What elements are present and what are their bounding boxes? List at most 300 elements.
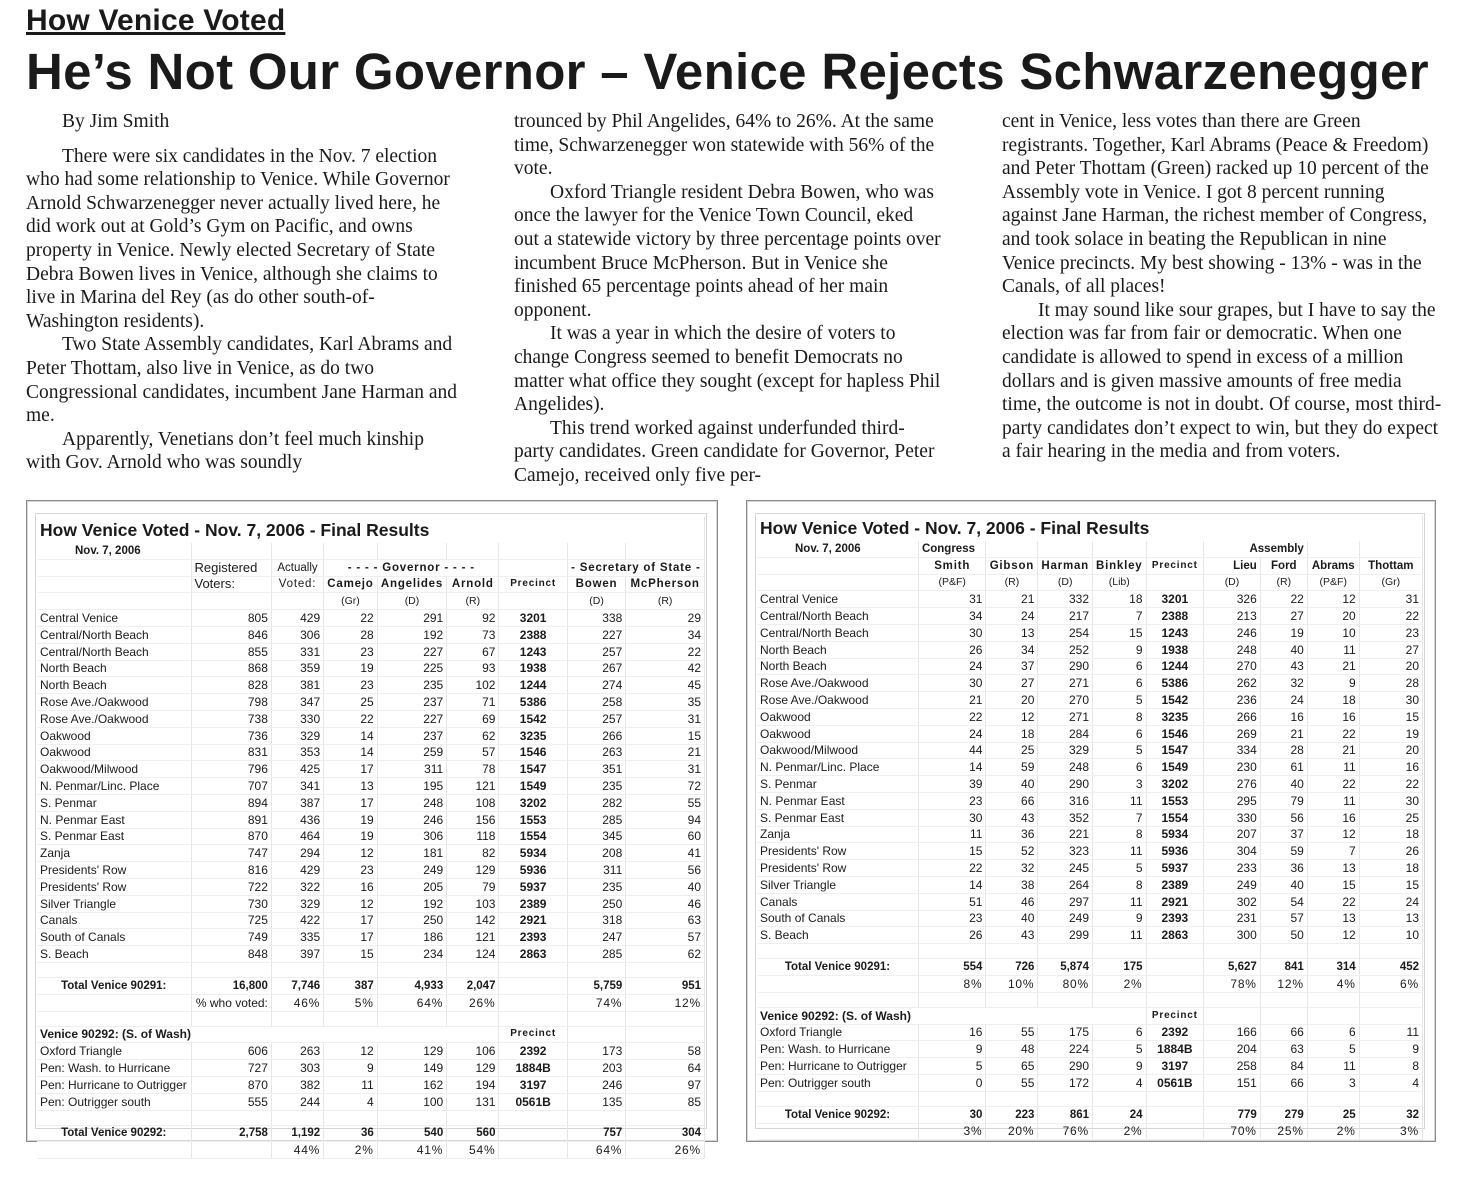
precinct-name: North Beach: [37, 677, 191, 694]
vote-count: 12: [324, 845, 378, 862]
vote-count: 64: [626, 1060, 705, 1077]
vote-count: 22: [324, 710, 378, 727]
vote-count: 39: [918, 776, 985, 793]
percent-value: 5%: [324, 994, 378, 1011]
vote-count: 227: [567, 626, 625, 643]
vote-count: 353: [271, 744, 323, 761]
vote-count: 13: [1307, 910, 1359, 927]
vote-count: 24: [918, 658, 985, 675]
bowen-header: Bowen: [567, 576, 625, 593]
percent-value: 46%: [271, 994, 323, 1011]
vote-count: 290: [1038, 658, 1093, 675]
voters-header: Voters:: [191, 576, 271, 593]
vote-count: 329: [271, 727, 323, 744]
precinct-number: 1553: [1146, 792, 1204, 809]
vote-count: 235: [377, 677, 446, 694]
precinct-number: 1549: [1146, 759, 1204, 776]
vote-count: 338: [567, 610, 625, 627]
percent-label: % who voted:: [191, 994, 271, 1011]
vote-count: 40: [626, 878, 705, 895]
vote-count: 249: [1038, 910, 1093, 927]
vote-count: 248: [1038, 759, 1093, 776]
vote-count: 12: [986, 708, 1038, 725]
vote-count: 213: [1204, 608, 1261, 625]
precinct-number: 1549: [499, 778, 567, 795]
vote-count: 52: [986, 843, 1038, 860]
precinct-header: Precinct: [1146, 557, 1204, 574]
thottam-header: Thottam: [1359, 557, 1422, 574]
total-value: 452: [1359, 959, 1422, 976]
vote-count: 22: [1307, 893, 1359, 910]
vote-count: 192: [377, 895, 446, 912]
precinct-number: 3201: [499, 610, 567, 627]
vote-count: 129: [447, 1060, 499, 1077]
vote-count: 129: [377, 1043, 446, 1060]
vote-count: 224: [1038, 1041, 1093, 1058]
vote-count: 24: [918, 725, 985, 742]
table-row: [757, 608, 1423, 625]
vote-count: 233: [1204, 860, 1261, 877]
percent-row: [757, 1123, 1423, 1140]
percent-value: 44%: [271, 1142, 323, 1159]
vote-count: 387: [271, 794, 323, 811]
vote-count: 248: [1204, 641, 1261, 658]
vote-count: 203: [567, 1060, 625, 1077]
vote-count: 429: [271, 862, 323, 879]
results-panel-legislative: [746, 500, 1436, 1142]
vote-count: 15: [1093, 624, 1147, 641]
table-row: [37, 761, 705, 778]
vote-count: 8: [1093, 826, 1147, 843]
total-row: [757, 959, 1423, 976]
total-label: Total Venice 90291:: [757, 959, 918, 976]
vote-count: 26: [1359, 843, 1422, 860]
precinct-name: Presidents' Row: [37, 878, 191, 895]
vote-count: 335: [271, 929, 323, 946]
table-row: [757, 675, 1423, 692]
vote-count: 855: [191, 643, 271, 660]
party-label: (D): [377, 593, 446, 610]
vote-count: 19: [324, 660, 378, 677]
vote-count: 31: [1359, 591, 1422, 608]
vote-count: 295: [1204, 792, 1261, 809]
vote-count: 271: [1038, 708, 1093, 725]
sos-header: - Secretary of State -: [567, 559, 704, 576]
precinct-number: 2388: [499, 626, 567, 643]
percent-value: 12%: [626, 994, 705, 1011]
vote-count: 18: [986, 725, 1038, 742]
vote-count: 56: [626, 862, 705, 879]
table-row: [757, 876, 1423, 893]
vote-count: 250: [567, 895, 625, 912]
vote-count: 5: [918, 1058, 985, 1075]
precinct-name: Oakwood: [37, 744, 191, 761]
vote-count: 227: [377, 643, 446, 660]
paragraph: It was a year in which the desire of voters to change Congress seemed to benefit Democrats no matter what office they sought (except for hapless Phil Angelides).: [514, 323, 941, 416]
percent-value: 76%: [1038, 1123, 1093, 1140]
total-label: Total Venice 90292:: [37, 1125, 191, 1142]
vote-count: 59: [1260, 843, 1307, 860]
vote-count: 14: [324, 727, 378, 744]
table-row: [37, 794, 705, 811]
vote-count: 78: [447, 761, 499, 778]
camejo-header: Camejo: [324, 576, 378, 593]
vote-count: 9: [918, 1041, 985, 1058]
vote-count: 730: [191, 895, 271, 912]
vote-count: 51: [918, 893, 985, 910]
precinct-number: 1547: [499, 761, 567, 778]
vote-count: 30: [918, 809, 985, 826]
vote-count: 334: [1204, 742, 1261, 759]
vote-count: 9: [1307, 675, 1359, 692]
table-row: [757, 742, 1423, 759]
precinct-number: 1244: [1146, 658, 1204, 675]
table-row: [37, 660, 705, 677]
vote-count: 28: [1260, 742, 1307, 759]
vote-count: 722: [191, 878, 271, 895]
total-value: 304: [626, 1125, 705, 1142]
table-row: [757, 591, 1423, 608]
vote-count: 322: [271, 878, 323, 895]
vote-count: 257: [567, 643, 625, 660]
congress-header: Congress: [918, 541, 985, 557]
vote-count: 20: [986, 692, 1038, 709]
vote-count: 11: [1093, 893, 1147, 910]
vote-count: 248: [377, 794, 446, 811]
precinct-number: 1554: [499, 828, 567, 845]
precinct-number: 2863: [1146, 927, 1204, 944]
article-column-1: [26, 110, 460, 475]
vote-count: 36: [986, 826, 1038, 843]
vote-count: 55: [986, 1074, 1038, 1091]
vote-count: 204: [1204, 1041, 1261, 1058]
vote-count: 269: [1204, 725, 1261, 742]
total-value: 7,746: [271, 977, 323, 994]
vote-count: 12: [324, 1043, 378, 1060]
ford-header: Ford: [1260, 557, 1307, 574]
vote-count: 24: [1359, 893, 1422, 910]
vote-count: 351: [567, 761, 625, 778]
percent-value: 3%: [918, 1123, 985, 1140]
vote-count: 23: [324, 677, 378, 694]
precinct-header: Precinct: [1146, 1007, 1204, 1024]
table-row: [37, 1076, 705, 1093]
vote-count: 25: [1359, 809, 1422, 826]
paragraph: Apparently, Venetians don’t feel much kinship with Gov. Arnold who was soundly: [26, 428, 424, 474]
total-blank: [1146, 959, 1204, 976]
party-label: (D): [567, 593, 625, 610]
vote-count: 258: [567, 694, 625, 711]
vote-count: 82: [447, 845, 499, 862]
vote-count: 9: [1359, 1041, 1422, 1058]
precinct-number: 5386: [1146, 675, 1204, 692]
percent-value: 10%: [986, 975, 1038, 992]
precinct-name: Central Venice: [37, 610, 191, 627]
table-row: [37, 862, 705, 879]
vote-count: 23: [918, 910, 985, 927]
percent-value: 8%: [918, 975, 985, 992]
vote-count: 285: [567, 811, 625, 828]
vote-count: 11: [324, 1076, 378, 1093]
vote-count: 41: [626, 845, 705, 862]
vote-count: 263: [567, 744, 625, 761]
vote-count: 40: [986, 910, 1038, 927]
percent-value: 2%: [324, 1142, 378, 1159]
precinct-number: 1938: [499, 660, 567, 677]
precinct-number: 3201: [1146, 591, 1204, 608]
vote-count: 11: [1093, 927, 1147, 944]
total-blank: [499, 977, 567, 994]
table-row: [757, 792, 1423, 809]
vote-count: 19: [324, 828, 378, 845]
percent-value: 64%: [377, 994, 446, 1011]
vote-count: 79: [447, 878, 499, 895]
precinct-name: Rose Ave./Oakwood: [757, 675, 918, 692]
vote-count: 46: [986, 893, 1038, 910]
table-row: [37, 626, 705, 643]
vote-count: 26: [918, 641, 985, 658]
vote-count: 35: [626, 694, 705, 711]
vote-count: 290: [1038, 1058, 1093, 1075]
results-table-governor: [37, 517, 705, 1159]
vote-count: 62: [626, 946, 705, 963]
headline: He’s Not Our Governor – Venice Rejects Schwarzenegger: [26, 43, 1429, 100]
precinct-number: 3202: [1146, 776, 1204, 793]
vote-count: 381: [271, 677, 323, 694]
table-row: [757, 641, 1423, 658]
percent-row: [37, 1142, 705, 1159]
precinct-name: N. Penmar/Linc. Place: [757, 759, 918, 776]
precinct-name: Rose Ave./Oakwood: [757, 692, 918, 709]
percent-value: 2%: [1093, 975, 1147, 992]
vote-count: 7: [1093, 809, 1147, 826]
vote-count: 102: [447, 677, 499, 694]
vote-count: 21: [1307, 658, 1359, 675]
vote-count: 9: [1093, 910, 1147, 927]
vote-count: 54: [1260, 893, 1307, 910]
party-label: (R): [1260, 574, 1307, 591]
vote-count: 103: [447, 895, 499, 912]
table-row: [37, 811, 705, 828]
vote-count: 17: [324, 929, 378, 946]
table-date: Nov. 7, 2006: [37, 543, 191, 559]
vote-count: 347: [271, 694, 323, 711]
vote-count: 257: [567, 710, 625, 727]
table-row: [37, 1060, 705, 1077]
vote-count: 22: [918, 860, 985, 877]
vote-count: 31: [626, 710, 705, 727]
percent-value: 64%: [567, 1142, 625, 1159]
vote-count: 6: [1307, 1024, 1359, 1041]
precinct-name: Central/North Beach: [757, 608, 918, 625]
vote-count: 56: [1260, 809, 1307, 826]
precinct-number: 1546: [1146, 725, 1204, 742]
total-value: 24: [1093, 1106, 1147, 1123]
percent-value: 6%: [1359, 975, 1422, 992]
vote-count: 217: [1038, 608, 1093, 625]
vote-count: 22: [1307, 725, 1359, 742]
vote-count: 6: [1093, 675, 1147, 692]
precinct-number: 1243: [499, 643, 567, 660]
vote-count: 172: [1038, 1074, 1093, 1091]
table-row: [37, 1093, 705, 1110]
vote-count: 870: [191, 828, 271, 845]
vote-count: 57: [1260, 910, 1307, 927]
precinct-name: North Beach: [757, 658, 918, 675]
kicker: How Venice Voted: [26, 4, 286, 37]
vote-count: 66: [1260, 1024, 1307, 1041]
vote-count: 231: [1204, 910, 1261, 927]
vote-count: 290: [1038, 776, 1093, 793]
vote-count: 100: [377, 1093, 446, 1110]
paragraph: cent in Venice, less votes than there are Green registrants. Together, Karl Abrams (Peace & Freedom) and Peter Thottam (Green) racked up 10 percent of the Assembly vote in Venice. I got 8 percent running against Jane Harman, the richest member of Congress, and took solace in beating the Republican in nine Venice precincts. My best showing - 13% - was in the Canals, of all places!: [1002, 111, 1429, 298]
precinct-name: S. Beach: [37, 946, 191, 963]
vote-count: 9: [324, 1060, 378, 1077]
vote-count: 816: [191, 862, 271, 879]
vote-count: 254: [1038, 624, 1093, 641]
vote-count: 18: [1093, 591, 1147, 608]
total-value: 554: [918, 959, 985, 976]
vote-count: 12: [1307, 826, 1359, 843]
vote-count: 71: [447, 694, 499, 711]
results-table-legislative: [757, 515, 1423, 1140]
vote-count: 425: [271, 761, 323, 778]
precinct-name: Pen: Wash. to Hurricane: [37, 1060, 191, 1077]
vote-count: 16: [1307, 809, 1359, 826]
percent-value: 41%: [377, 1142, 446, 1159]
total-value: 779: [1204, 1106, 1261, 1123]
precinct-number: 1884B: [1146, 1041, 1204, 1058]
table-row: [757, 1058, 1423, 1075]
vote-count: 868: [191, 660, 271, 677]
vote-count: 263: [271, 1043, 323, 1060]
vote-count: 131: [447, 1093, 499, 1110]
vote-count: 0: [918, 1074, 985, 1091]
vote-count: 282: [567, 794, 625, 811]
precinct-name: Oxford Triangle: [37, 1043, 191, 1060]
precinct-name: S. Penmar: [757, 776, 918, 793]
vote-count: 27: [1359, 641, 1422, 658]
total-row: [37, 977, 705, 994]
percent-value: 4%: [1307, 975, 1359, 992]
precinct-number: 1546: [499, 744, 567, 761]
total-row: [37, 1125, 705, 1142]
vote-count: 18: [1359, 860, 1422, 877]
vote-count: 43: [986, 927, 1038, 944]
vote-count: 79: [1260, 792, 1307, 809]
vote-count: 227: [377, 710, 446, 727]
precinct-number: 2389: [499, 895, 567, 912]
table-row: [37, 778, 705, 795]
angelides-header: Angelides: [377, 576, 446, 593]
party-label: (R): [626, 593, 705, 610]
vote-count: 246: [1204, 624, 1261, 641]
total-row: [757, 1106, 1423, 1123]
vote-count: 48: [986, 1041, 1038, 1058]
vote-count: 11: [1307, 1058, 1359, 1075]
vote-count: 84: [1260, 1058, 1307, 1075]
vote-count: 725: [191, 912, 271, 929]
vote-count: 12: [1307, 927, 1359, 944]
party-label: (D): [1038, 574, 1093, 591]
total-value: 16,800: [191, 977, 271, 994]
vote-count: 252: [1038, 641, 1093, 658]
precinct-name: N. Penmar/Linc. Place: [37, 778, 191, 795]
vote-count: 25: [986, 742, 1038, 759]
precinct-number: 2921: [1146, 893, 1204, 910]
vote-count: 262: [1204, 675, 1261, 692]
registered-header: Registered: [191, 559, 271, 576]
vote-count: 749: [191, 929, 271, 946]
vote-count: 34: [626, 626, 705, 643]
vote-count: 69: [447, 710, 499, 727]
table-row: [757, 927, 1423, 944]
vote-count: 121: [447, 778, 499, 795]
arnold-header: Arnold: [447, 576, 499, 593]
vote-count: 31: [918, 591, 985, 608]
vote-count: 205: [377, 878, 446, 895]
total-value: 5,759: [567, 977, 625, 994]
vote-count: 97: [626, 1076, 705, 1093]
precinct-name: Silver Triangle: [757, 876, 918, 893]
vote-count: 250: [377, 912, 446, 929]
precinct-number: 1884B: [499, 1060, 567, 1077]
precinct-name: Oakwood: [757, 708, 918, 725]
table-row: [37, 610, 705, 627]
vote-count: 234: [377, 946, 446, 963]
vote-count: 129: [447, 862, 499, 879]
table-row: [757, 843, 1423, 860]
total-value: 5,627: [1204, 959, 1261, 976]
vote-count: 63: [626, 912, 705, 929]
vote-count: 22: [324, 610, 378, 627]
vote-count: 16: [1260, 708, 1307, 725]
precinct-name: South of Canals: [37, 929, 191, 946]
vote-count: 606: [191, 1043, 271, 1060]
vote-count: 436: [271, 811, 323, 828]
vote-count: 6: [1093, 725, 1147, 742]
total-value: 30: [918, 1106, 985, 1123]
vote-count: 22: [1307, 776, 1359, 793]
vote-count: 18: [1307, 692, 1359, 709]
vote-count: 846: [191, 626, 271, 643]
table-title: How Venice Voted - Nov. 7, 2006 - Final Results: [757, 515, 1423, 541]
vote-count: 274: [567, 677, 625, 694]
precinct-name: Oakwood/Milwood: [37, 761, 191, 778]
vote-count: 21: [986, 591, 1038, 608]
party-label: (P&F): [1307, 574, 1359, 591]
vote-count: 235: [567, 878, 625, 895]
vote-count: 194: [447, 1076, 499, 1093]
table-row: [757, 809, 1423, 826]
vote-count: 142: [447, 912, 499, 929]
total-value: 314: [1307, 959, 1359, 976]
vote-count: 11: [1093, 843, 1147, 860]
vote-count: 359: [271, 660, 323, 677]
vote-count: 8: [1359, 1058, 1422, 1075]
precinct-name: Canals: [37, 912, 191, 929]
precinct-name: Silver Triangle: [37, 895, 191, 912]
precinct-number: 5934: [499, 845, 567, 862]
precinct-number: 3202: [499, 794, 567, 811]
precinct-number: 0561B: [1146, 1074, 1204, 1091]
total-value: 861: [1038, 1106, 1093, 1123]
vote-count: 249: [377, 862, 446, 879]
vote-count: 14: [324, 744, 378, 761]
vote-count: 330: [1204, 809, 1261, 826]
precinct-number: 5937: [499, 878, 567, 895]
vote-count: 195: [377, 778, 446, 795]
